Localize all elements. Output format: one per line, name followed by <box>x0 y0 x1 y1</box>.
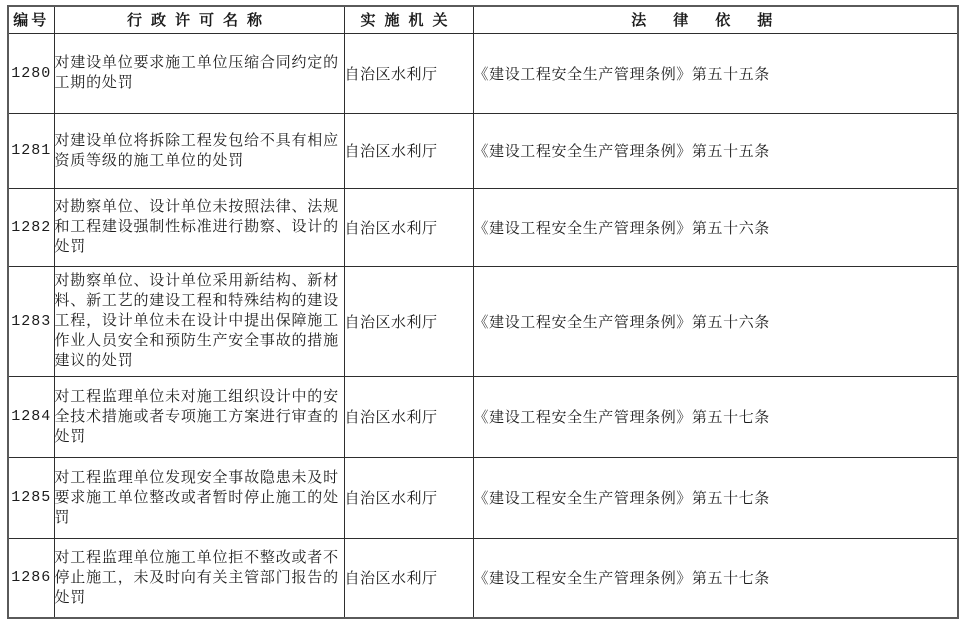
table-row <box>8 538 958 618</box>
header-permit-name: 行政许可名称 <box>54 6 344 33</box>
agency: 自治区水利厅 <box>344 33 473 113</box>
permit-name: 对建设单位要求施工单位压缩合同约定的工期的处罚 <box>54 33 344 113</box>
permits-table <box>7 5 959 619</box>
legal-basis: 《建设工程安全生产管理条例》第五十七条 <box>473 376 958 457</box>
legal-basis: 《建设工程安全生产管理条例》第五十五条 <box>473 33 958 113</box>
permit-name: 对工程监理单位未对施工组织设计中的安全技术措施或者专项施工方案进行审查的处罚 <box>54 376 344 457</box>
permit-name: 对工程监理单位发现安全事故隐患未及时要求施工单位整改或者暂时停止施工的处罚 <box>54 457 344 538</box>
table-row <box>8 188 958 266</box>
agency: 自治区水利厅 <box>344 457 473 538</box>
row-id: 1285 <box>8 457 54 538</box>
permit-name: 对勘察单位、设计单位采用新结构、新材料、新工艺的建设工程和特殊结构的建设工程，设计单位未在设计中提出保障施工作业人员安全和预防生产安全事故的措施建议的处罚 <box>54 266 344 376</box>
permit-name: 对勘察单位、设计单位未按照法律、法规和工程建设强制性标准进行勘察、设计的处罚 <box>54 188 344 266</box>
table-row <box>8 376 958 457</box>
table-header-row <box>8 6 958 33</box>
table-row <box>8 266 958 376</box>
row-id: 1283 <box>8 266 54 376</box>
row-id: 1286 <box>8 538 54 618</box>
legal-basis: 《建设工程安全生产管理条例》第五十六条 <box>473 266 958 376</box>
permit-name: 对工程监理单位施工单位拒不整改或者不停止施工，未及时向有关主管部门报告的处罚 <box>54 538 344 618</box>
header-id: 编号 <box>8 6 54 33</box>
agency: 自治区水利厅 <box>344 266 473 376</box>
permit-name: 对建设单位将拆除工程发包给不具有相应资质等级的施工单位的处罚 <box>54 113 344 188</box>
table-row <box>8 33 958 113</box>
header-agency: 实施机关 <box>344 6 473 33</box>
agency: 自治区水利厅 <box>344 376 473 457</box>
header-legal-basis: 法律依据 <box>473 6 958 33</box>
table-row <box>8 457 958 538</box>
agency: 自治区水利厅 <box>344 538 473 618</box>
table-row <box>8 113 958 188</box>
legal-basis: 《建设工程安全生产管理条例》第五十七条 <box>473 538 958 618</box>
legal-basis: 《建设工程安全生产管理条例》第五十五条 <box>473 113 958 188</box>
legal-basis: 《建设工程安全生产管理条例》第五十六条 <box>473 188 958 266</box>
row-id: 1281 <box>8 113 54 188</box>
row-id: 1282 <box>8 188 54 266</box>
legal-basis: 《建设工程安全生产管理条例》第五十七条 <box>473 457 958 538</box>
row-id: 1280 <box>8 33 54 113</box>
agency: 自治区水利厅 <box>344 113 473 188</box>
row-id: 1284 <box>8 376 54 457</box>
agency: 自治区水利厅 <box>344 188 473 266</box>
document-page <box>0 5 965 627</box>
